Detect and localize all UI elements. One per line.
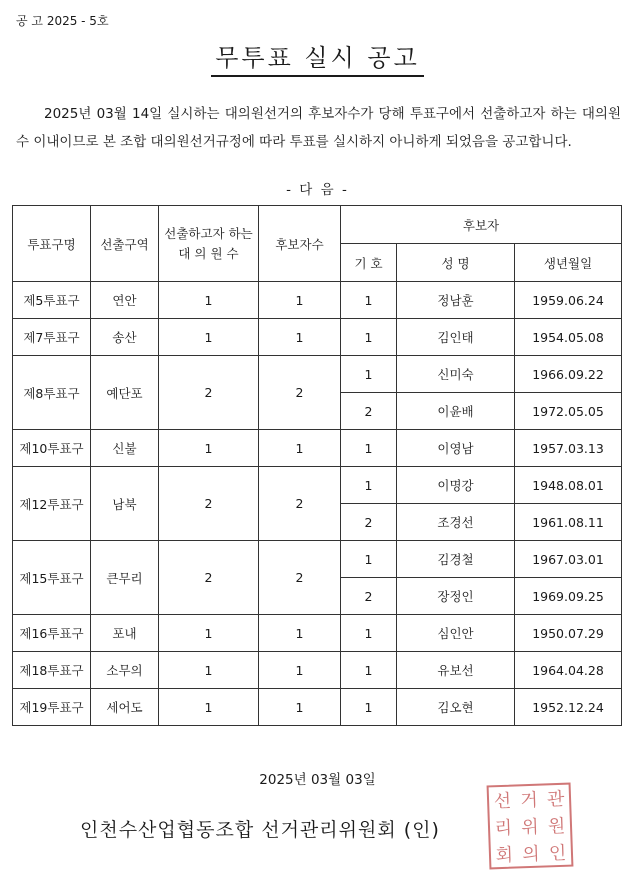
candidate-table bbox=[12, 205, 622, 726]
cell-district: 제7투표구 bbox=[13, 319, 91, 356]
table-row bbox=[13, 467, 622, 504]
cell-number: 2 bbox=[341, 578, 397, 615]
cell-district: 제12투표구 bbox=[13, 467, 91, 541]
official-seal bbox=[487, 783, 574, 870]
cell-seats: 2 bbox=[159, 541, 259, 615]
seal-char: 회 bbox=[495, 844, 514, 866]
cell-area: 남북 bbox=[91, 467, 159, 541]
cell-count: 1 bbox=[259, 615, 341, 652]
cell-seats: 2 bbox=[159, 467, 259, 541]
cell-birth: 1952.12.24 bbox=[515, 689, 622, 726]
cell-area: 연안 bbox=[91, 282, 159, 319]
body-text bbox=[16, 100, 621, 156]
cell-number: 2 bbox=[341, 393, 397, 430]
table-row bbox=[13, 541, 622, 578]
cell-name: 유보선 bbox=[397, 652, 515, 689]
cell-name: 조경선 bbox=[397, 504, 515, 541]
notice-date: 2025년 03월 03일 bbox=[259, 772, 376, 788]
table-body bbox=[13, 282, 622, 726]
seal-char: 관 bbox=[546, 789, 565, 811]
table-row bbox=[13, 689, 622, 726]
cell-count: 1 bbox=[259, 319, 341, 356]
cell-count: 2 bbox=[259, 356, 341, 430]
cell-birth: 1954.05.08 bbox=[515, 319, 622, 356]
cell-district: 제16투표구 bbox=[13, 615, 91, 652]
cell-count: 2 bbox=[259, 467, 341, 541]
header-birth: 생년월일 bbox=[515, 244, 622, 282]
cell-seats: 1 bbox=[159, 319, 259, 356]
cell-district: 제5투표구 bbox=[13, 282, 91, 319]
cell-area: 송산 bbox=[91, 319, 159, 356]
cell-number: 1 bbox=[341, 356, 397, 393]
cell-district: 제10투표구 bbox=[13, 430, 91, 467]
cell-district: 제19투표구 bbox=[13, 689, 91, 726]
seal-char: 의 bbox=[521, 843, 541, 865]
header-seats-line2: 대 의 원 수 bbox=[178, 245, 239, 261]
header-area: 선출구역 bbox=[91, 206, 159, 282]
cell-seats: 1 bbox=[159, 430, 259, 467]
header-seats-line1: 선출하고자 하는 bbox=[164, 225, 253, 241]
cell-seats: 2 bbox=[159, 356, 259, 430]
cell-area: 소무의 bbox=[91, 652, 159, 689]
cell-count: 1 bbox=[259, 652, 341, 689]
cell-number: 1 bbox=[341, 541, 397, 578]
cell-count: 2 bbox=[259, 541, 341, 615]
table-row bbox=[13, 652, 622, 689]
cell-area: 세어도 bbox=[91, 689, 159, 726]
cell-birth: 1957.03.13 bbox=[515, 430, 622, 467]
cell-district: 제18투표구 bbox=[13, 652, 91, 689]
cell-name: 정남훈 bbox=[397, 282, 515, 319]
cell-number: 1 bbox=[341, 689, 397, 726]
cell-seats: 1 bbox=[159, 652, 259, 689]
organization-name: 인천수산업협동조합 선거관리위원회 (인) bbox=[80, 819, 440, 841]
seal-char: 위 bbox=[520, 816, 540, 839]
notice-number: 공 고 2025 - 5호 bbox=[16, 14, 109, 28]
page-title bbox=[0, 38, 635, 73]
cell-number: 1 bbox=[341, 615, 397, 652]
cell-number: 1 bbox=[341, 467, 397, 504]
cell-district: 제8투표구 bbox=[13, 356, 91, 430]
table-row bbox=[13, 615, 622, 652]
header-candidate-count: 후보자수 bbox=[259, 206, 341, 282]
cell-name: 이윤배 bbox=[397, 393, 515, 430]
cell-count: 1 bbox=[259, 282, 341, 319]
cell-birth: 1966.09.22 bbox=[515, 356, 622, 393]
seal-char: 리 bbox=[494, 817, 513, 840]
header-district: 투표구명 bbox=[13, 206, 91, 282]
cell-name: 장정인 bbox=[397, 578, 515, 615]
table-row bbox=[13, 282, 622, 319]
table-row bbox=[13, 319, 622, 356]
cell-name: 이영남 bbox=[397, 430, 515, 467]
seal-char: 선 bbox=[493, 790, 512, 813]
header-candidates: 후보자 bbox=[341, 206, 622, 244]
cell-area: 큰무리 bbox=[91, 541, 159, 615]
cell-area: 예단포 bbox=[91, 356, 159, 430]
cell-birth: 1964.04.28 bbox=[515, 652, 622, 689]
cell-number: 1 bbox=[341, 282, 397, 319]
cell-birth: 1948.08.01 bbox=[515, 467, 622, 504]
seal-char: 거 bbox=[520, 790, 539, 812]
seal-char: 원 bbox=[547, 815, 566, 838]
cell-number: 1 bbox=[341, 319, 397, 356]
cell-birth: 1972.05.05 bbox=[515, 393, 622, 430]
cell-birth: 1959.06.24 bbox=[515, 282, 622, 319]
cell-count: 1 bbox=[259, 689, 341, 726]
cell-seats: 1 bbox=[159, 615, 259, 652]
cell-name: 김인태 bbox=[397, 319, 515, 356]
cell-district: 제15투표구 bbox=[13, 541, 91, 615]
cell-birth: 1950.07.29 bbox=[515, 615, 622, 652]
cell-number: 1 bbox=[341, 652, 397, 689]
cell-name: 신미숙 bbox=[397, 356, 515, 393]
body-paragraph: 2025년 03월 14일 실시하는 대의원선거의 후보자수가 당해 투표구에서 선출하고자 하는 대의원수 이내이므로 본 조합 대의원선거규정에 따라 투표를 실시하지 아니하게 되었음을 공고합니다. bbox=[16, 106, 621, 150]
cell-birth: 1969.09.25 bbox=[515, 578, 622, 615]
cell-name: 김경철 bbox=[397, 541, 515, 578]
header-name: 성 명 bbox=[397, 244, 515, 282]
dagum-heading: - 다 음 - bbox=[286, 182, 349, 198]
cell-seats: 1 bbox=[159, 689, 259, 726]
seal-char: 인 bbox=[548, 842, 567, 865]
cell-birth: 1961.08.11 bbox=[515, 504, 622, 541]
cell-number: 2 bbox=[341, 504, 397, 541]
cell-area: 포내 bbox=[91, 615, 159, 652]
table-header bbox=[13, 206, 622, 282]
cell-birth: 1967.03.01 bbox=[515, 541, 622, 578]
table-row bbox=[13, 430, 622, 467]
cell-name: 심인안 bbox=[397, 615, 515, 652]
cell-name: 이명강 bbox=[397, 467, 515, 504]
header-number: 기 호 bbox=[341, 244, 397, 282]
cell-number: 1 bbox=[341, 430, 397, 467]
page-title-text: 무투표 실시 공고 bbox=[211, 44, 424, 77]
table-row bbox=[13, 356, 622, 393]
cell-count: 1 bbox=[259, 430, 341, 467]
cell-name: 김오현 bbox=[397, 689, 515, 726]
cell-area: 신불 bbox=[91, 430, 159, 467]
cell-seats: 1 bbox=[159, 282, 259, 319]
header-seats bbox=[159, 206, 259, 282]
